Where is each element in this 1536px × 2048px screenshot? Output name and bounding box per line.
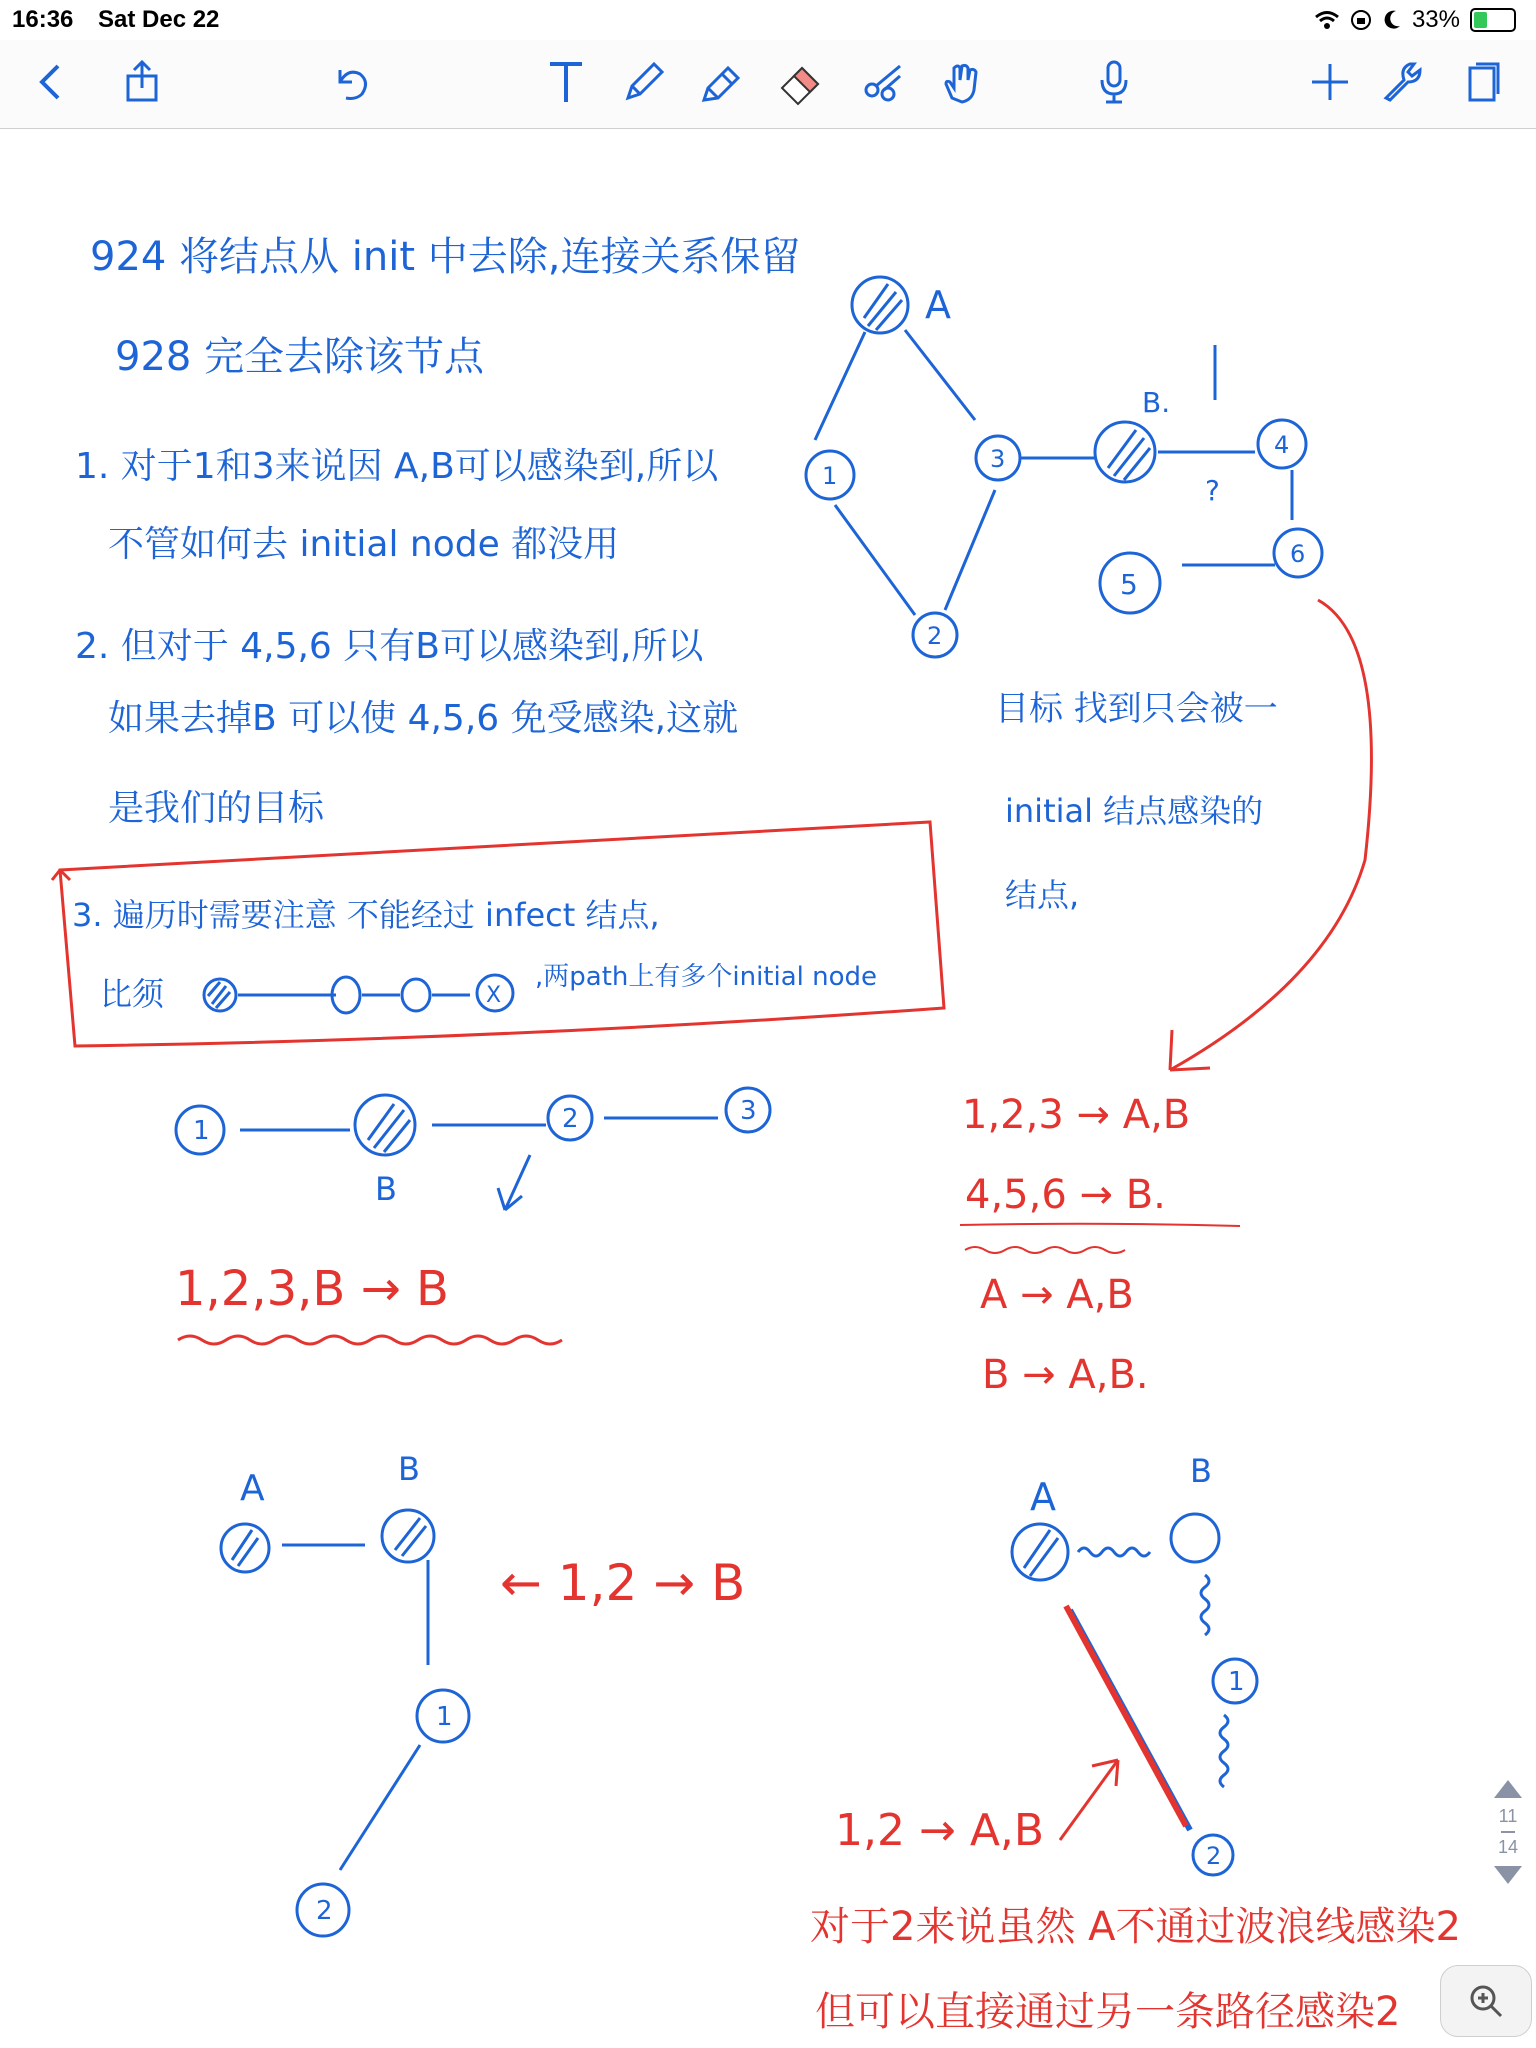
pen-tool-button[interactable]: [612, 50, 676, 114]
note-bottom2: 但可以直接通过另一条路径感染2: [815, 1989, 1401, 2035]
status-right: [1314, 6, 1516, 34]
graph-left-n1: 1: [436, 1702, 453, 1732]
note-line1: 924 将结点从 init 中去除,连接关系保留: [90, 234, 801, 280]
graph-top-n5: 5: [1120, 568, 1138, 601]
back-icon: [28, 58, 76, 106]
pages-button[interactable]: [1450, 50, 1514, 114]
graph-top-n6: 6: [1290, 540, 1306, 568]
inline-path-x: X: [486, 983, 502, 1008]
orientation-lock-icon: [1350, 9, 1372, 31]
note-goal3: 结点,: [1005, 876, 1080, 914]
chain-b: B: [375, 1170, 397, 1208]
note-point2c: 是我们的目标: [108, 788, 325, 829]
map-line2: 4,5,6 → B.: [965, 1172, 1166, 1218]
page-divider: [1501, 1831, 1515, 1833]
chain-n1: 1: [193, 1116, 210, 1146]
graph-top-n2: 2: [927, 622, 943, 650]
highlighter-icon: [698, 58, 746, 106]
wifi-icon: [1314, 9, 1340, 31]
graph-left-b: B: [398, 1450, 420, 1488]
inline-path-diagram: [204, 975, 513, 1013]
hand-tool-icon: [938, 58, 986, 106]
note-goal1: 目标 找到只会被一: [995, 689, 1278, 729]
map-line4: B → A,B.: [982, 1352, 1149, 1398]
pen-tool-icon: [620, 58, 668, 106]
share-icon: [118, 58, 166, 106]
chain-wavy: [178, 1336, 562, 1344]
note-point3c: ,两path上有多个initial node: [535, 962, 878, 992]
eraser-icon: [776, 58, 824, 106]
text-tool-button[interactable]: [534, 50, 598, 114]
pages-icon: [1458, 58, 1506, 106]
eraser-button[interactable]: [768, 50, 832, 114]
map-line1: 1,2,3 → A,B: [962, 1092, 1191, 1138]
undo-icon: [328, 58, 376, 106]
scissors-icon: [860, 58, 908, 106]
graph-chain: [176, 1088, 770, 1210]
share-button[interactable]: [110, 50, 174, 114]
graph-right: [1012, 1514, 1257, 1875]
chain-n3: 3: [740, 1096, 757, 1126]
graph-left: [221, 1510, 469, 1936]
status-time: 16:36: [12, 6, 74, 33]
graph-left-n2: 2: [316, 1896, 333, 1926]
page-current: 11: [1498, 1806, 1518, 1826]
note-canvas[interactable]: [0, 129, 1536, 2048]
page-total: 14: [1497, 1837, 1519, 1857]
red-arrow-curve: [1170, 600, 1371, 1070]
graph-top-n4: 4: [1274, 431, 1290, 459]
lasso-button[interactable]: [852, 50, 916, 114]
page-navigator[interactable]: [1490, 1780, 1526, 1884]
moon-icon: [1382, 9, 1402, 31]
battery-icon: [1470, 8, 1516, 32]
map-wavy: [965, 1247, 1125, 1253]
add-page-button[interactable]: [1298, 50, 1362, 114]
add-icon: [1306, 58, 1354, 106]
graph-top: [806, 277, 1322, 657]
graph-top-b: B.: [1142, 386, 1171, 419]
page-down-icon[interactable]: [1494, 1866, 1522, 1884]
red-highlight-box: [60, 822, 944, 1046]
battery-fill: [1474, 12, 1487, 28]
battery-percent: 33%: [1411, 6, 1460, 33]
graph-top-n1: 1: [822, 462, 838, 490]
note-point1a: 1. 对于1和3来说因 A,B可以感染到,所以: [75, 446, 719, 487]
chain-result: 1,2,3,B → B: [175, 1261, 449, 1317]
map-line3: A → A,B: [980, 1272, 1134, 1318]
status-date: Sat Dec 22: [98, 6, 220, 33]
settings-button[interactable]: [1370, 50, 1434, 114]
toolbar: [0, 40, 1536, 129]
text-tool-icon: [542, 58, 590, 106]
highlighter-button[interactable]: [690, 50, 754, 114]
graph-top-n3: 3: [990, 445, 1006, 473]
graph-right-b: B: [1190, 1452, 1212, 1490]
note-point2b: 如果去掉B 可以使 4,5,6 免受感染,这就: [108, 698, 739, 739]
note-point2a: 2. 但对于 4,5,6 只有B可以感染到,所以: [75, 626, 704, 667]
note-point3a: 3. 遍历时需要注意 不能经过 infect 结点,: [72, 896, 660, 934]
graph-top-q: ?: [1205, 474, 1220, 507]
graph-right-n1: 1: [1228, 1667, 1245, 1697]
note-bottom1: 对于2来说虽然 A不通过波浪线感染2: [810, 1904, 1461, 1950]
microphone-button[interactable]: [1082, 50, 1146, 114]
undo-button[interactable]: [320, 50, 384, 114]
hand-tool-button[interactable]: [930, 50, 994, 114]
note-point1b: 不管如何去 initial node 都没用: [108, 524, 620, 565]
chain-n2: 2: [562, 1104, 579, 1134]
graph-left-a: A: [240, 1468, 265, 1509]
right-result: 1,2 → A,B: [835, 1805, 1045, 1856]
mid-result: ← 1,2 → B: [500, 1554, 746, 1612]
note-point3b: 比须: [100, 975, 165, 1013]
graph-top-a: A: [925, 283, 951, 327]
zoom-in-icon: [1466, 1981, 1506, 2021]
map-underline: [960, 1224, 1240, 1226]
graph-right-n2: 2: [1206, 1842, 1222, 1870]
note-line2: 928 完全去除该节点: [115, 334, 485, 380]
zoom-button[interactable]: [1440, 1965, 1532, 2037]
back-button[interactable]: [20, 50, 84, 114]
wrench-icon: [1378, 58, 1426, 106]
status-bar: [0, 0, 1536, 40]
note-goal2: initial 结点感染的: [1005, 792, 1264, 830]
microphone-icon: [1090, 58, 1138, 106]
page-up-icon[interactable]: [1494, 1780, 1522, 1798]
graph-right-a: A: [1030, 1475, 1056, 1519]
handwriting-layer: [0, 129, 1536, 2048]
